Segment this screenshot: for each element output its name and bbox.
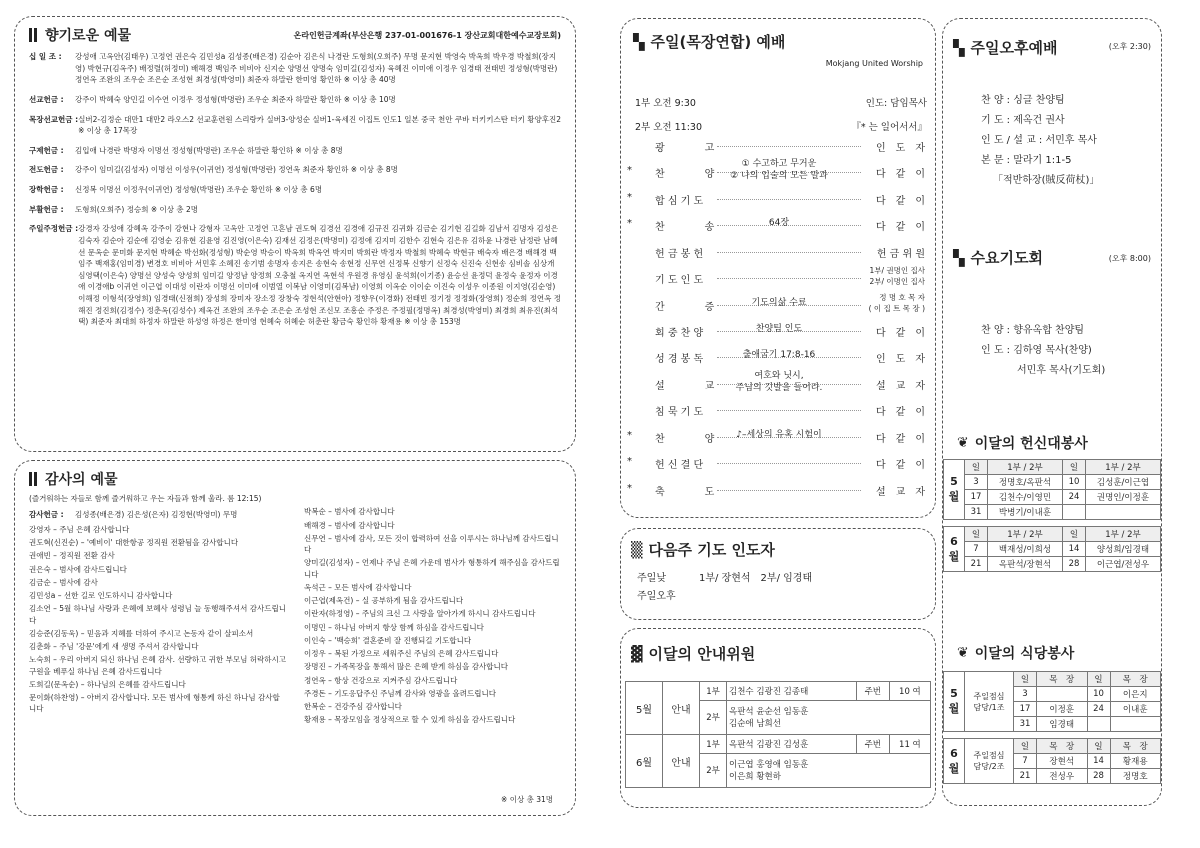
usher-count: 11 여 (889, 735, 930, 754)
afternoon-line: 본 문 : 말라기 1:1-5 (981, 155, 1072, 166)
dining-cell: 목 장 (1037, 672, 1088, 687)
offering-text: 강주이 박혜숙 양민길 이수연 이정우 정성형(박명란) 조우순 최준자 하말란 황인하 ※ 이상 총 10명 (75, 94, 396, 104)
dining-cell: 7 (1014, 754, 1037, 769)
dining-jun-table (943, 738, 1161, 784)
worship-title: ▚ 주일(목장연합) 예배 (633, 32, 786, 51)
order-person: 다 같 이 (876, 456, 925, 471)
thanks-item: 김민성a – 선한 길로 인도하시니 감사합니다 (29, 591, 173, 601)
dining-cell: 일 (1087, 739, 1110, 754)
flower-cell: 17 (965, 490, 988, 505)
dining-label: 주일점심 담당/1조 (965, 672, 1014, 732)
leader-dots (717, 278, 861, 279)
offering-label: 십 일 조 : (29, 52, 62, 61)
order-person: 다 같 이 (876, 430, 925, 445)
ushers-title: ▓ 이달의 안내위원 (631, 644, 756, 663)
offering-label: 전도헌금 : (29, 165, 64, 175)
flower-cell: 31 (965, 505, 988, 520)
wed-time: (오후 8:00) (1108, 254, 1151, 263)
account-info: 온라인헌금계좌(부산은행 237-01-001676-1 장산교회대한예수교장로회) (293, 30, 561, 40)
order-detail: ♪–세상의 유혹 시험이 (736, 429, 822, 440)
dining-cell: 일 (1087, 672, 1110, 687)
afternoon-line: 찬 양 : 싱글 찬양팀 (981, 95, 1065, 106)
flower-cell: 권명인/이정훈 (1086, 490, 1161, 505)
flower-cell: 박병기/이내훈 (988, 505, 1063, 520)
thanks-item: 이명민 – 하나님 아버지 항상 함께 하심을 감사드립니다 (304, 622, 484, 632)
order-row (627, 159, 931, 191)
dining-cell: 일 (1014, 739, 1037, 754)
wed-line: 인 도 : 김하영 목사(찬양) (981, 345, 1092, 356)
flower-cell: 1부 / 2부 (1086, 460, 1161, 475)
thanks-item: 한복순 – 건강주심 감사합니다 (304, 702, 402, 711)
flower-cell: 28 (1063, 557, 1086, 572)
flower-month: 6월 (944, 527, 965, 572)
order-detail: 찬양팀 인도 (755, 324, 803, 334)
thanks-item: 박복순 – 범사에 감사합니다 (304, 507, 395, 517)
thanks-section (14, 460, 576, 816)
thanks-general: 감사헌금 : 김성종(배은경) 김은성(은자) 김정현(박영미) 무명 (29, 510, 238, 520)
mark-icon: ▚ (633, 32, 645, 51)
order-item: 합 심 기 도 (655, 195, 704, 207)
usher-month: 5월 (626, 682, 663, 735)
leader-dots (717, 490, 861, 491)
order-person: 설 교 자 (876, 377, 925, 392)
leader: 인도: 담임목사 (865, 98, 927, 109)
thanks-item: 이란자(하정영) – 주님의 크신 그 사랑을 알아가게 하시니 감사드립니다 (304, 609, 536, 619)
afternoon-line: 「적반하장(賊反荷杖)」 (993, 175, 1100, 186)
prayer-names: 1부/ 장현석 2부/ 임경태 (699, 573, 813, 584)
offering-text: 강주이 임미길(김성자) 이명선 이성우(이귀연) 정성형(박명란) 정연옥 최준자 황인하 ※ 이상 총 8명 (75, 165, 398, 175)
thanks-item: 황재용 – 목장모임을 정상적으로 할 수 있게 하심을 감사드립니다 (304, 715, 516, 725)
flower-month: 5월 (944, 460, 965, 520)
order-row (627, 403, 931, 429)
order-person: 1부/ 권명인 집사 2부/ 이명인 집사 (869, 266, 925, 287)
thanks-item: 김춘화 – 주님 '강문'에게 새 생명 주셔서 감사합니다 (29, 642, 199, 652)
offering-text: 신정복 이명선 이정우(이귀연) 정성형(박명란) 조우순 황인하 ※ 이상 총 6명 (75, 185, 323, 194)
flower-cell: 1부 / 2부 (988, 527, 1063, 542)
order-item: 성 경 봉 독 (655, 354, 704, 366)
thanks-subtitle: (즐거워하는 자들로 함께 즐거워하고 우는 자들과 함께 울라. 롬 12:15) (29, 494, 262, 503)
next-prayer-title: ▒ 다음주 기도 인도자 (631, 540, 775, 559)
order-person: 인 도 자 (876, 139, 925, 154)
dining-cell: 목 장 (1110, 739, 1161, 754)
dining-cell (1087, 717, 1110, 732)
dining-cell: 24 (1087, 702, 1110, 717)
dining-cell: 이정훈 (1037, 702, 1088, 717)
mark-icon: ▒ (631, 540, 643, 559)
dining-cell: 17 (1014, 702, 1037, 717)
dining-tables (943, 671, 1161, 790)
bar-icon (29, 472, 39, 486)
thanks-item: 이정우 – 복된 가정으로 세워주신 주님의 은혜 감사드립니다 (304, 649, 499, 658)
order-item: 찬 양 (655, 433, 715, 445)
order-item: 축 도 (655, 486, 715, 498)
offering-row (29, 114, 561, 137)
flower-cell: 옥판석/장현석 (988, 557, 1063, 572)
order-row (627, 324, 931, 350)
dining-cell: 3 (1014, 687, 1037, 702)
leader-dots (717, 463, 861, 464)
order-person: 다 같 이 (876, 324, 925, 339)
dining-cell: 장현석 (1037, 754, 1088, 769)
order-row (627, 483, 931, 509)
thanks-item: 이인숙 – '백승희' 결혼준비 잘 진행되길 기도합니다 (304, 635, 472, 645)
offering-label: 선교헌금 : (29, 94, 64, 104)
usher-part: 1부 (700, 735, 727, 754)
afternoon-line: 기 도 : 제옥건 권사 (981, 115, 1065, 126)
thanks-item: 이근엽(제옥건) – 실 공부하게 됨을 감사드립니다 (304, 596, 464, 605)
usher-names: 옥판석 김광진 김성훈 (727, 735, 857, 754)
flower-cell: 1부 / 2부 (988, 460, 1063, 475)
dining-cell: 목 장 (1110, 672, 1161, 687)
flower-cell: 14 (1063, 542, 1086, 557)
order-person: 다 같 이 (876, 403, 925, 418)
order-person: 다 같 이 (876, 192, 925, 207)
offering-label: 장학헌금 : (29, 185, 64, 194)
leader-dots (717, 410, 861, 411)
ushers-table (625, 681, 931, 788)
thanks-item: 노숙희 – 우리 아버지 되신 하나님 은혜 감사. 선량하고 귀한 부모님 허락하시고 구원을 베푸실 하나님 은혜 감사드립니다 (29, 655, 286, 676)
order-row (627, 192, 931, 218)
thanks-item: 양미길(김성자) – 언제나 주님 은혜 가운데 범사가 형통하게 해주심을 감사드립니다 (304, 558, 560, 579)
order-row (627, 370, 931, 403)
flower-cell: 3 (965, 475, 988, 490)
dining-may-table (943, 671, 1161, 732)
flower-tables (943, 459, 1161, 578)
prayer-afternoon: 주일오후 (637, 591, 676, 602)
order-person: 정 명 호 목 자 ( 이 집 트 목 장 ) (868, 292, 925, 313)
order-item: 간 증 (655, 301, 715, 313)
usher-part: 2부 (700, 700, 727, 734)
afternoon-time: (오후 2:30) (1108, 42, 1151, 51)
mark-icon: ▓ (631, 644, 643, 663)
flower-cell: 김성훈/이근엽 (1086, 475, 1161, 490)
thanks-item: 권은숙 – 범사에 감사드립니다 (29, 564, 127, 574)
stand-note: 『* 는 일어서서』 (851, 122, 927, 133)
flower-cell: 일 (965, 460, 988, 475)
offering-row (29, 94, 561, 106)
leader-dots (717, 199, 861, 200)
usher-names: 이근엽 홍영애 임동훈 이은희 황현하 (727, 753, 931, 787)
offering-row (29, 51, 561, 86)
offering-label: 목장선교헌금 : (29, 114, 79, 124)
flower-cell (1063, 505, 1086, 520)
ushers-section (620, 628, 936, 808)
order-row (627, 292, 931, 324)
afternoon-title: ▚ 주일오후예배 (953, 38, 1058, 57)
next-prayer-section (620, 528, 936, 620)
order-item: 기 도 인 도 (655, 275, 704, 287)
flower-cell: 1부 / 2부 (1086, 527, 1161, 542)
dining-cell: 이내훈 (1110, 702, 1161, 717)
flower-cell: 24 (1063, 490, 1086, 505)
thanks-item: 정연옥 – 항상 건강으로 지켜주심 감사드립니다 (304, 675, 458, 685)
dining-cell: 임경태 (1037, 717, 1088, 732)
thanks-column-1 (29, 506, 286, 727)
worship-subtitle: Mokjang United Worship (825, 59, 923, 68)
flower-title: ❦ 이달의 헌신대봉사 (957, 435, 1088, 452)
dining-cell (1037, 687, 1088, 702)
afternoon-lines (981, 91, 1099, 191)
thanks-item: 김승준(김동욱) – 믿음과 지혜를 더하여 주시고 논동자 같이 살피소서 (29, 628, 254, 638)
leader-dots (717, 146, 861, 147)
offering-title: 향기로운 예물 (29, 25, 131, 45)
usher-names: 옥판석 윤순선 임동훈 김순애 남희선 (727, 700, 931, 734)
time-2: 2부 오전 11:30 (635, 122, 702, 133)
right-column (942, 18, 1162, 806)
dining-cell: 21 (1014, 769, 1037, 784)
leader-dots (717, 252, 861, 253)
thanks-item: 김소연 – 5월 하나님 사랑과 은혜에 보혜사 성령님 늘 동행해주셔서 감사드립니다 (29, 604, 286, 625)
offering-row (29, 164, 561, 176)
flower-jun-table (943, 526, 1161, 572)
worship-order (627, 139, 931, 509)
order-item: 헌 신 결 단 (655, 460, 704, 472)
flower-cell: 일 (965, 527, 988, 542)
order-item: 회 중 찬 양 (655, 328, 704, 339)
dining-cell: 28 (1087, 769, 1110, 784)
dining-cell: 이은지 (1110, 687, 1161, 702)
thanks-item: 김금순 – 범사에 감사 (29, 577, 98, 587)
flower-cell: 10 (1063, 475, 1086, 490)
dining-label: 주일점심 담당/2조 (965, 739, 1014, 784)
order-item: 헌 금 봉 헌 (655, 248, 704, 260)
dining-cell: 31 (1014, 717, 1037, 732)
usher-part: 2부 (700, 753, 727, 787)
offering-section (14, 16, 576, 452)
thanks-item: 주경돈 – 기도응답주신 주님께 감사와 영광을 올려드립니다 (304, 688, 496, 698)
flower-cell: 백재성/이희성 (988, 542, 1063, 557)
usher-week: 주번 (856, 735, 889, 754)
order-row (627, 456, 931, 482)
flower-cell: 21 (965, 557, 988, 572)
offering-row (29, 223, 561, 328)
order-detail: 64장 (768, 218, 790, 229)
prayer-day: 주일낮 (637, 573, 666, 584)
usher-names: 김천수 김광진 김종태 (727, 682, 857, 701)
offering-label: 주일주정헌금 : (29, 224, 79, 234)
bar-icon (29, 28, 39, 42)
flower-may-table (943, 459, 1161, 520)
dining-cell (1110, 717, 1161, 732)
flower-cell: 양성희/임경태 (1086, 542, 1161, 557)
flower-cell: 김천수/이영민 (988, 490, 1063, 505)
usher-role: 안내 (663, 735, 700, 788)
offering-text: 실버2-김정순 대만1 대만2 라오스2 선교훈련원 스리랑카 실버3-양성순 실버1-육세진 이집트 인도1 일본 중국 천안 쿠바 터키키스탄 터키 황양후진2 ※ 이상 총 17목장 (78, 114, 562, 136)
mark-icon: ▚ (953, 38, 965, 57)
dining-cell: 황재용 (1110, 754, 1161, 769)
order-person: 다 같 이 (876, 218, 925, 233)
thanks-item: 문이화(하찬영) – 아버지 감사합니다. 모든 범사에 형통케 하신 하나님 감사합니다 (29, 693, 280, 714)
offering-label: 부활헌금 : (29, 204, 64, 214)
order-item: 침 묵 기 도 (655, 407, 704, 419)
offering-label: 구제헌금 : (29, 145, 64, 155)
order-person: 설 교 자 (876, 483, 925, 498)
worship-section (620, 18, 936, 518)
offering-row (29, 145, 561, 157)
order-person: 헌 금 위 원 (877, 245, 925, 260)
flower-icon: ❦ (957, 645, 969, 661)
dining-cell: 일 (1014, 672, 1037, 687)
ushers-grid (625, 681, 931, 788)
usher-role: 안내 (663, 682, 700, 735)
thanks-item: 배해경 – 범사에 감사합니다 (304, 520, 395, 530)
thanks-item: 권애빈 – 정직원 전환 감사 (29, 551, 115, 561)
offering-list (29, 51, 561, 328)
order-star: * (627, 165, 632, 177)
offering-text: 도형희(오희주) 정승희 ※ 이상 총 2명 (75, 204, 199, 214)
usher-part: 1부 (700, 682, 727, 701)
dining-cell: 정명호 (1110, 769, 1161, 784)
flower-cell (1086, 505, 1161, 520)
order-row (627, 430, 931, 456)
thanks-item: 도희길(문옥순) – 하나님의 은혜를 감사드립니다 (29, 679, 186, 689)
dining-month: 6월 (944, 739, 965, 784)
dining-month: 5월 (944, 672, 965, 732)
thanks-title: 감사의 예물 (29, 469, 561, 489)
order-item: 설 교 (655, 380, 715, 392)
thanks-item: 권도혁(신진순) – '예비이' 대한항공 정직원 전환됨을 감사합니다 (29, 538, 239, 548)
thanks-item: 장명진 – 가족목장을 통해서 많은 은혜 받게 하심을 감사합니다 (304, 662, 508, 672)
dining-cell: 목 장 (1037, 739, 1088, 754)
usher-count: 10 여 (889, 682, 930, 701)
dining-cell: 10 (1087, 687, 1110, 702)
mark-icon: ▚ (953, 248, 965, 267)
thanks-item: 신무연 – 범사에 감사, 모든 것이 합력하여 선을 이루시는 하나님께 감사드립니다 (304, 533, 559, 554)
order-star: * (627, 218, 632, 230)
offering-text: 김입애 나경란 박명자 이명선 정성형(박명란) 조우순 하말란 황인하 ※ 이상 총 8명 (75, 145, 343, 155)
wed-title: ▚ 수요기도회 (953, 248, 1043, 267)
dining-title: ❦ 이달의 식당봉사 (957, 645, 1075, 662)
order-item: 광 고 (655, 143, 715, 154)
offering-text: 강성애 고옥안(김태우) 고정연 권은숙 김민성a 김성종(배은경) 김순아 김은식 나경란 도형희(오희주) 무명 문지현 박영숙 박옥희 박우경 박철희(장지영) 박현규(김옥주) 배정렬(허정미) 배해경 백임주 비비아 신지순 양명선 양명숙 임미길(김성자) 육혜진 이미애 이정우 임경태 전태빈 정성형(박명란) 정연옥 조완의 조우순 조은순 조성현 최경성(박영미) 최준자 하말란 한미영 황인하 ※ 이상 총 40명 (75, 52, 558, 85)
afternoon-line: 인 도 / 설 교 : 서민후 목사 (981, 135, 1097, 146)
usher-week: 주번 (856, 682, 889, 701)
offering-text: 강경자 강성애 강혜옥 강주이 강현나 강형자 고옥안 고정연 고흔남 권도혁 김경선 김경애 김규진 김귀화 김금순 김기현 김길화 김남서 김명자 김성은 김숙자 김순아 김순애 김영순 김유현 김윤영 김진영(이은숙) 김재선 김정은(박명미) 김정애 김지미 김한수 김현숙 김은유 김하윤 나경란 남정란 남혜선 문옥순 문미화 문지현 박혜순 박선화(정성형) 박순영 박승이 박옥희 박옥연 박지미 박희란 박정자 박철희 박혜숙 박현규 배숙자 배은경 배해경 백임주 백재홍(임미경) 변경호 비비아 서민후 소혜진 송기범 송명자 송지은 송현숙 송현정 신무연 신정복 신향기 신정숙 신진숙 신현송 심비솔 심상개 심영택(이은숙) 양명선 양성숙 양성희 임미길 양정남 양정희 오충철 옥지연 옥현석 우원경 유영심 윤석희(이기종) 윤승선 윤정덕 윤정숙 윤정자 이경애 이경애b 이귀연 이근엽 이대성 이란자 이명선 이미애 이범열 이복남 이영미(김복남) 이영희 이옥순 이이순 이진숙 이성우 이종원 이지영(김순영) 이해정 이형석(장영희) 임경태(신점희) 장성희 장미자 장소정 장창숙 정현석(안현아) 정향우(이경화) 전태빈 정기정 정정화(장영희) 정순희 정연옥 정해진 정진희(김정수) 정춘옥(김성수) 제옥건 조완의 조우순 조은순 조성현 조신모 조흥순 주정은 주정필(정명옥) 최경성(박영미) 최경희 최유진(최석택) 최준자 최대희 하정자 하말란 하성영 하정은 한미영 현혜숙 허혜순 허춘란 황금숙 황인하 황재용 ※ 이상 총 153명 (78, 224, 561, 327)
dining-cell: 전성우 (1037, 769, 1088, 784)
order-star: * (627, 429, 632, 441)
order-detail: 출애굽기 17:8-16 (742, 350, 816, 361)
usher-month: 6월 (626, 735, 663, 788)
order-item: 찬 양 (655, 169, 715, 181)
order-detail: 기도의삶 수료 (751, 297, 807, 308)
order-star: * (627, 191, 632, 203)
wed-line: 서민후 목사(기도회) (1017, 365, 1106, 376)
flower-cell: 정명호/옥판석 (988, 475, 1063, 490)
order-detail: ① 수고하고 무거운 ② 나의 입술의 모든 말과 (730, 159, 828, 182)
flower-cell: 일 (1063, 460, 1086, 475)
offering-row (29, 204, 561, 216)
wed-lines (981, 321, 1105, 381)
flower-icon: ❦ (957, 435, 969, 451)
time-1: 1부 오전 9:30 (635, 98, 696, 109)
order-person: 인 도 자 (876, 350, 925, 365)
order-detail: 여호와 닛시, 주님의 깃발을 들어라. (735, 370, 823, 393)
order-star: * (627, 482, 632, 494)
wed-line: 찬 양 : 향유옥합 찬양팀 (981, 325, 1085, 336)
thanks-item: 옥석근 – 모든 범사에 감사합니다 (304, 582, 412, 592)
offering-row (29, 184, 561, 196)
flower-cell: 일 (1063, 527, 1086, 542)
dining-cell: 14 (1087, 754, 1110, 769)
order-item: 찬 송 (655, 222, 715, 234)
thanks-column-2 (304, 506, 561, 727)
order-row (627, 218, 931, 244)
flower-cell: 이근엽/전성우 (1086, 557, 1161, 572)
thanks-total: ※ 이상 총 31명 (501, 794, 553, 804)
order-person: 다 같 이 (876, 165, 925, 180)
thanks-item: 강영자 – 주님 은혜 감사합니다 (29, 524, 130, 534)
flower-cell: 7 (965, 542, 988, 557)
order-star: * (627, 456, 632, 468)
